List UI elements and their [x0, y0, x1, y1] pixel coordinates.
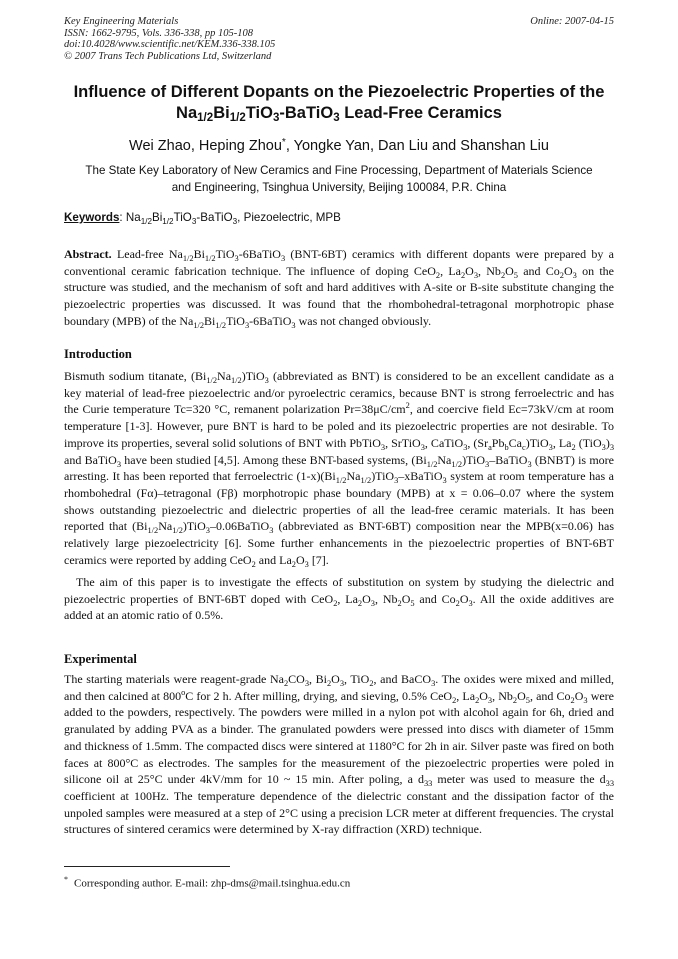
keywords-label: Keywords — [64, 211, 120, 224]
doi-line: doi:10.4028/www.scientific.net/KEM.336-338.105 — [64, 39, 276, 50]
corresponding-mark: * — [281, 137, 286, 148]
experimental-paragraph-1: The starting materials were reagent-grade $Na_2CO_3$, $Bi_2O_3$, TiO$_2$, and BaCO$_3$. The oxides were mixed and milled, and then calcined at 800$^o$C for 2 h. After milling, drying, and sieving, 0.5% CeO$_2$, $La_2O_3$, $Nb_2O_5$, and $Co_2O_3$ were added to the powders, respectively. The powders were milled in a nylon pot with alcohol again for 6h, dried and granulated by adding PVA as a binder. The granulated powders were pressed into discs with diameter of 15mm and thickness of 1.5mm. The compacted discs were sintered at 1180°C for 2h in air. Silver paste was fired on both faces at 800°C as electrodes. The samples for the measurement of the piezoelectric properties were poled in silicone oil at 25°C under 4kV/mm for 10 ~ 15 min. After poling, a $d_{33}$ meter was used to measure the $d_{33}$ coefficient at 100Hz. The temperature dependence of the dielectric constant and the dissipation factor of the unpoled samples were measured at a step of 2°C using a precision LCR meter at different frequencies. The crystal structures of sintered ceramics were determined by X-ray diffraction (XRD) technique. — [64, 672, 615, 837]
author-list: Wei Zhao, Heping Zhou*, Yongke Yan, Dan Liu and Shanshan Liu — [129, 137, 549, 154]
abstract-label: Abstract. — [64, 247, 112, 261]
intro-paragraph-1: Bismuth sodium titanate, $(Bi_{1/2}Na_{1/2})TiO_3$ (abbreviated as BNT) is considered to be an excellent candidate as a key material of lead-free piezoelectric and/or pyroelectric ceramics, because BNT is strong ferroelectric and has the Curie temperature Tc=320 °C, remanent polarization $Pr=38\mu C/cm^2$, and coercive field Ec=73kV/cm at room temperature [1-3]. However, pure BNT is hard to be poled and its piezoelectric properties are not desirable. To improve its properties, several solid solutions of BNT with PbTiO$_3$, SrTiO$_3$, CaTiO$_3$, $(Sr_aPb_bCa_c)TiO_3$, $La_2$ $(TiO_3)_3$ and BaTiO$_3$ have been studied [4,5]. Among these BNT-based systems, $(Bi_{1/2}Na_{1/2})TiO_3-BaTiO_3$ (BNBT) is more arresting. It has been reported that ferroelectric $(1-x)(Bi_{1/2}Na_{1/2})TiO_3-xBaTiO_3$ system at room temperature has a rhombohedral (Fα)–tetragonal (Fβ) morphotropic phase boundary (MPB) at x = 0.06–0.07 where the system shows outstanding piezoelectric and dielectric properties of all the lead-free ceramic materials. It has been reported that $(Bi_{1/2}Na_{1/2})TiO_3-0.06BaTiO_3$ (abbreviated as BNT-6BT) composition near the MPB(x=0.06) has relatively large piezoelectricity [6]. Some further enhancements in the piezoelectric properties of BNT-6BT ceramics were reported by adding CeO$_2$ and $La_2O_3$ [7]. — [64, 369, 615, 569]
title-line-2: $Na_{1/2}Bi_{1/2}TiO_3-BaTiO_3$ Lead-Free Ceramics — [176, 104, 502, 124]
journal-header — [64, 16, 614, 62]
section-heading-introduction: Introduction — [64, 347, 132, 361]
section-heading-experimental: Experimental — [64, 652, 137, 666]
issn-line: ISSN: 1662-9795, Vols. 336-338, pp 105-108 — [64, 27, 253, 39]
paper-title — [40, 82, 638, 124]
online-date: Online: 2007-04-15 — [530, 16, 614, 27]
footnote-text: Corresponding author. E-mail: zhp-dms@mail.tsinghua.edu.cn — [74, 877, 351, 890]
copyright-line: © 2007 Trans Tech Publications Ltd, Switzerland — [64, 50, 272, 62]
footnote — [64, 873, 614, 891]
journal-name: Key Engineering Materials — [64, 16, 179, 27]
title-line-1: Influence of Different Dopants on the Piezoelectric Properties of the — [73, 83, 605, 101]
affiliation: The State Key Laboratory of New Ceramics and Fine Processing, Department of Materials Science and Engineering, Tsinghua University, Beijing 100084, P.R. China — [85, 164, 593, 194]
footnote-mark: * — [64, 875, 68, 884]
keywords: Keywords: $Na_{1/2}Bi_{1/2}TiO_3-BaTiO_3$, Piezoelectric, MPB — [64, 211, 341, 226]
abstract: Abstract. Lead-free $Na_{1/2}Bi_{1/2}TiO_3-6BaTiO_3$ (BNT-6BT) ceramics with different dopants were prepared by a conventional ceramic fabrication technique. The influence of doping CeO$_2$, $La_2O_3$, $Nb_2O_5$ and $Co_2O_3$ on the structure was studied, and the mechanism of soft and hard additives with A-site or B-site substitute changing the piezoelectric properties was discussed. It was found that the rhombohedral-tetragonal morphotropic phase boundary (MPB) of the $Na_{1/2}Bi_{1/2}TiO_3-6BaTiO_3$ was not changed obviously. — [64, 247, 614, 330]
intro-paragraph-2: The aim of this paper is to investigate the effects of substitution on system by studying the dielectric and piezoelectric properties of BNT-6BT doped with CeO$_2$, $La_2O_3$, $Nb_2O_5$ and $Co_2O_3$. All the oxide additives are added at an atomic ratio of 0.5%. — [64, 575, 615, 623]
footnote-divider — [64, 866, 230, 867]
